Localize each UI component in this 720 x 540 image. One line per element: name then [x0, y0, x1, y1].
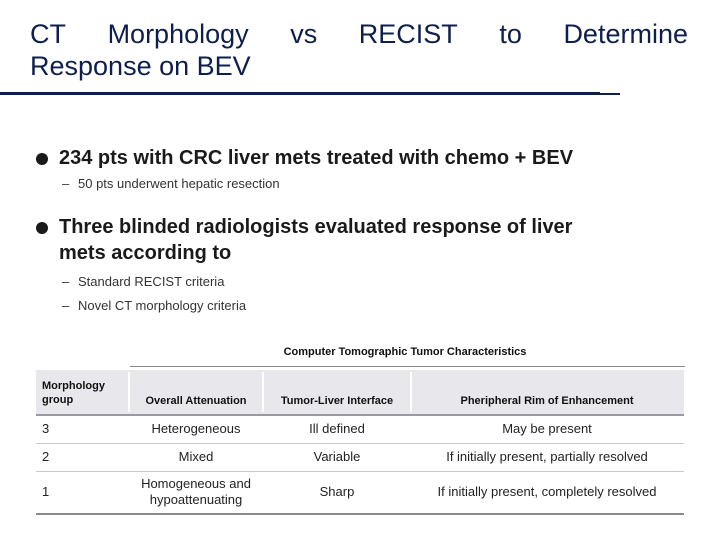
bullet-dot-icon [36, 153, 48, 165]
bullet-text-line-1: Three blinded radiologists evaluated response of liver [59, 216, 573, 238]
table-header-cell: Morphology group [42, 380, 105, 406]
title-word: Determine [563, 19, 688, 49]
slide-title [30, 18, 690, 82]
table-cell: Mixed [178, 449, 214, 464]
table-header-cell: Overall Attenuation [145, 395, 247, 407]
table-cell: 3 [42, 421, 50, 436]
table-cell: If initially present, completely resolved [437, 484, 657, 499]
table-cell: Variable [313, 449, 361, 464]
title-word: Morphology [107, 19, 249, 49]
header-separator [262, 372, 264, 412]
dash-icon: – [62, 274, 70, 289]
dash-icon: – [62, 176, 70, 191]
sub-bullet-text: Novel CT morphology criteria [78, 298, 247, 313]
header-separator [410, 372, 412, 412]
sub-bullet-text: Standard RECIST criteria [78, 274, 225, 289]
dash-icon: – [62, 298, 70, 313]
table-cell: May be present [502, 421, 592, 436]
table-header-cell: Tumor-Liver Interface [280, 395, 394, 407]
table-cell: Ill defined [309, 421, 365, 436]
title-line-2: Response on BEV [30, 51, 251, 81]
title-word: vs [290, 19, 318, 49]
table-bottom-rule [36, 513, 684, 515]
bullet-item [36, 214, 696, 266]
bullet-text: 234 pts with CRC liver mets treated with chemo + BEV [59, 147, 574, 169]
title-line-1 [30, 18, 688, 50]
table-header-cell: Pheripheral Rim of Enhancement [460, 395, 634, 407]
table-cell: 1 [42, 484, 50, 499]
table-cell: 2 [42, 449, 50, 464]
table-caption: Computer Tomographic Tumor Characteristics [283, 346, 527, 358]
table-cell: Sharp [319, 484, 355, 499]
title-underline-tail [600, 93, 620, 95]
bullet-item [36, 145, 696, 171]
title-underline [0, 92, 600, 95]
title-word: to [499, 19, 522, 49]
table-cell: Heterogeneous [151, 421, 241, 436]
table-cell: Homogeneous and hypoattenuating [141, 476, 251, 507]
header-separator [128, 372, 130, 412]
title-word: CT [30, 19, 66, 49]
table-cell: If initially present, partially resolved [446, 449, 648, 464]
sub-bullet-text: 50 pts underwent hepatic resection [78, 176, 280, 191]
title-word: RECIST [358, 19, 458, 49]
table-top-rule [130, 366, 685, 367]
bullet-text-line-2: mets according to [59, 242, 232, 264]
bullet-dot-icon [36, 222, 48, 234]
